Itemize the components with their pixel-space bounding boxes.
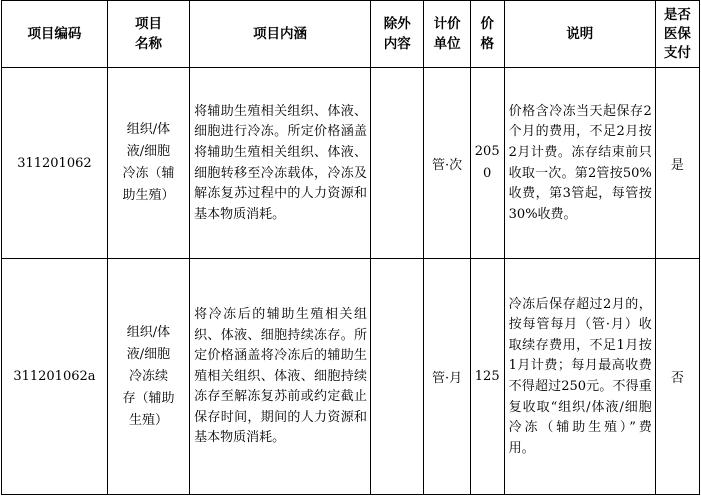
cell-name: 组织/体 液/细胞 冷冻（辅 助生殖）	[107, 68, 189, 259]
cell-price: 205 0	[470, 68, 504, 259]
cell-content: 将辅助生殖相关组织、体液、细胞进行冷冻。所定价格涵盖将辅助生殖相关组织、体液、细胞转移至冷冻载体，冷冻及解冻复苏过程中的人力资源和基本物质消耗。	[190, 68, 371, 259]
header-row	[2, 1, 700, 68]
cell-notes: 冷冻后保存超过2月的，按每管每月（管·月）收取续存费用，不足1月按1月计费；每月最高收费不得超过250元。不得重复收取“组织/体液/细胞冷冻（辅助生殖）”费用。	[504, 259, 655, 495]
header-price: 价 格	[470, 1, 504, 68]
header-code: 项目编码	[2, 1, 108, 68]
header-insurance: 是否 医保 支付	[655, 1, 699, 68]
header-name: 项目 名称	[107, 1, 189, 68]
cell-insurance: 否	[655, 259, 699, 495]
cell-unit: 管·次	[424, 68, 470, 259]
header-unit: 计价 单位	[424, 1, 470, 68]
cell-notes: 价格含冷冻当天起保存2个月的费用，不足2月按2月计费。冻存结束前只收取一次。第2管按50%收费，第3管起，每管按30%收费。	[504, 68, 655, 259]
header-content: 项目内涵	[190, 1, 371, 68]
header-notes: 说明	[504, 1, 655, 68]
table-row	[2, 259, 700, 495]
cell-code: 311201062	[2, 68, 108, 259]
cell-price: 125	[470, 259, 504, 495]
cell-insurance: 是	[655, 68, 699, 259]
table-row	[2, 68, 700, 259]
header-excluded: 除外 内容	[371, 1, 424, 68]
cell-unit: 管·月	[424, 259, 470, 495]
cell-code: 311201062a	[2, 259, 108, 495]
cell-excluded	[371, 68, 424, 259]
pricing-table	[1, 0, 700, 495]
cell-excluded	[371, 259, 424, 495]
cell-name: 组织/体 液/细胞 冷冻续 存（辅助 生殖）	[107, 259, 189, 495]
cell-content: 将冷冻后的辅助生殖相关组织、体液、细胞持续冻存。所定价格涵盖将冷冻后的辅助生殖相关组织、体液、细胞持续冻存至解冻复苏前或约定截止保存时间，期间的人力资源和基本物质消耗。	[190, 259, 371, 495]
